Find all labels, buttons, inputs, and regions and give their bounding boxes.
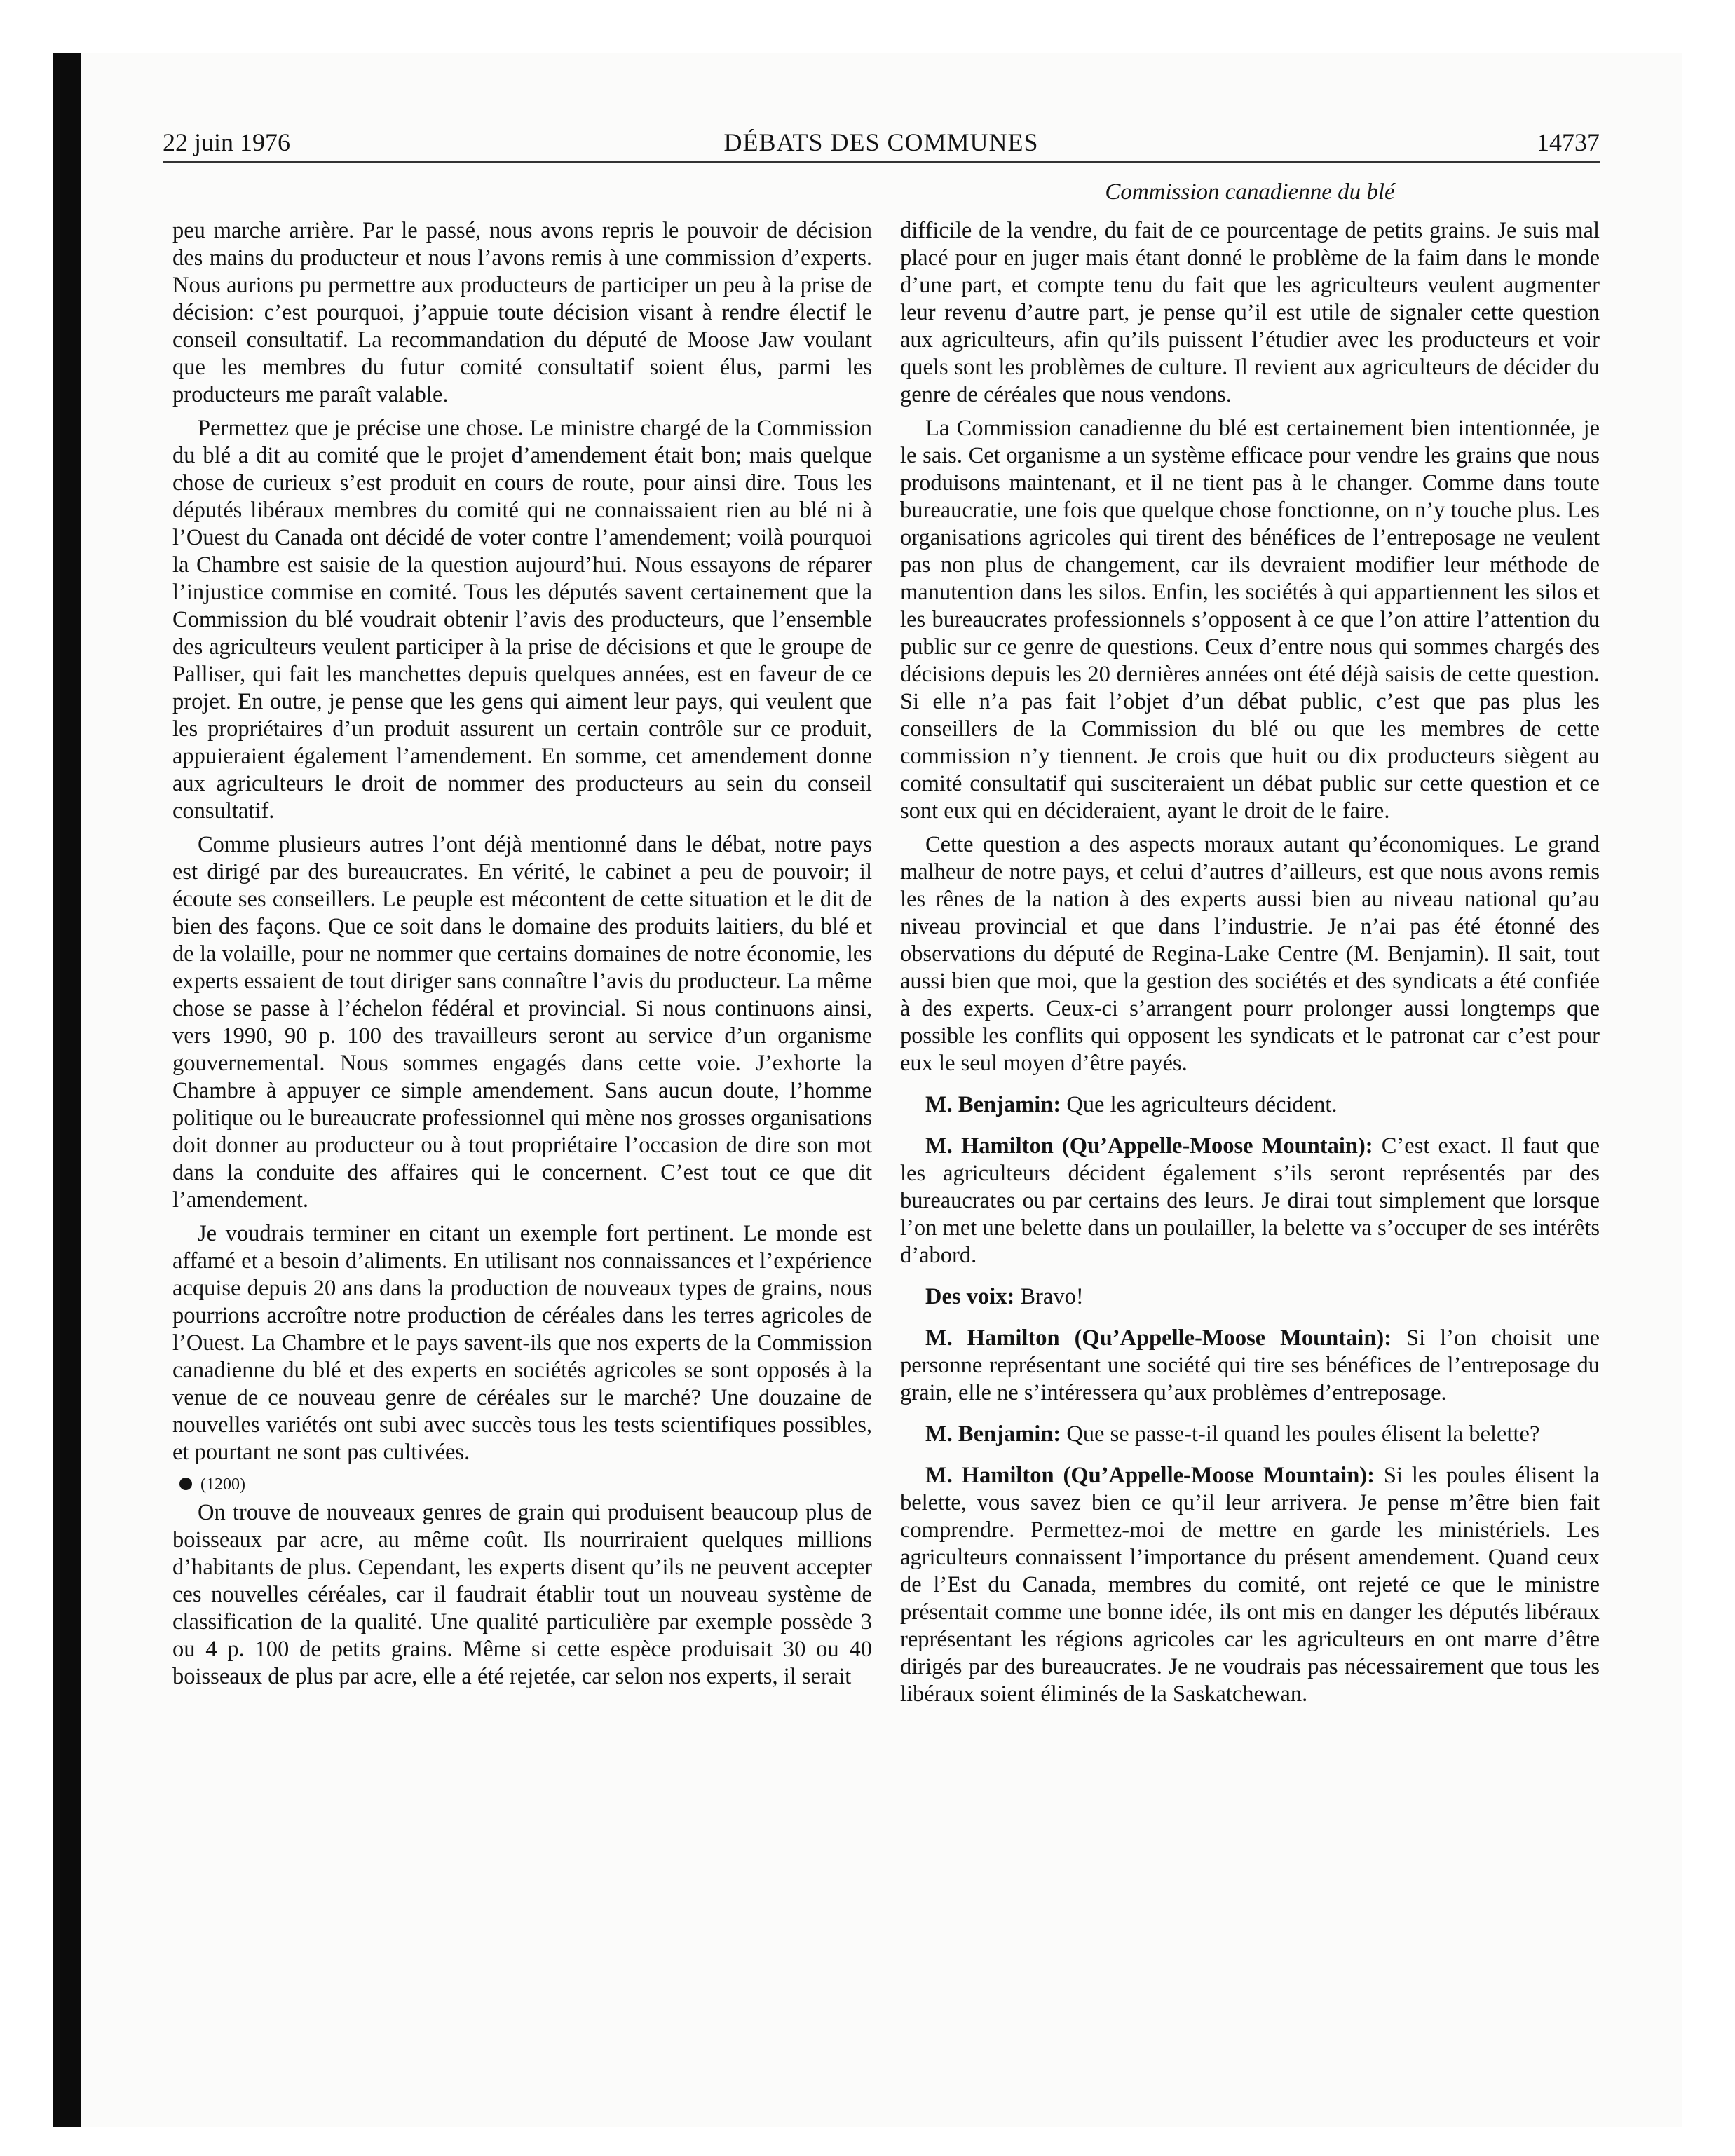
speech-text: Si les poules élisent la belette, vous savez bien ce qu’il leur arrivera. Je pense m’être bien fait comprendre. Permettez-moi de mettre en garde les ministériels. Les agriculteurs connaissent l’importance du présent amendement. Quand ceux de l’Est du Canada, membres du comité, ont rejeté ce que le ministre présentait comme une bonne idée, ils ont mis en danger les députés libéraux représentant les régions agricoles car les agriculteurs en ont marre d’être dirigés par des bureaucrates. Je ne voudrais pas nécessairement que tous les libéraux soient éliminés de la Saskatchewan. xyxy=(900,1463,1600,1707)
scan-edge xyxy=(53,53,81,2127)
speaker-name: M. Benjamin: xyxy=(925,1421,1061,1447)
time-marker-text: (1200) xyxy=(200,1475,245,1494)
paragraph: Comme plusieurs autres l’ont déjà mentionné dans le débat, notre pays est dirigé par des bureaucrates. En vérité, le cabinet a peu de pouvoir; il écoute ses conseillers. Le peuple est mécontent de cette situation et le dit de bien des façons. Que ce soit dans le domaine des produits laitiers, du blé et de la volaille, pour ne nommer que certains domaines de notre économie, les experts essaient de tout diriger sans connaître l’avis du producteur. La même chose se passe à l’échelon fédéral et provincial. Si nous continuons ainsi, vers 1990, 90 p. 100 des travailleurs seront au service d’un organisme gouvernemental. Nous sommes engagés dans cette voie. J’exhorte la Chambre à appuyer ce simple amendement. Sans aucun doute, l’homme politique ou le bureaucrate professionnel qui mène nos grosses organisations doit donner au producteur ou à tout propriétaire l’occasion de dire son mot dans la conduite des affaires qui le concernent. C’est tout ce que dit l’amendement. xyxy=(172,832,872,1213)
paragraph: Cette question a des aspects moraux autant qu’économiques. Le grand malheur de notre pays, et celui d’autres d’ailleurs, est que nous avons remis les rênes de la nation à des experts aussi bien au niveau national qu’au niveau provincial et que dans l’industrie. Je n’ai pas été étonné des observations du député de Regina-Lake Centre (M. Benjamin). Il sait, tout aussi bien que moi, que la gestion des sociétés et des syndicats a été confiée à des experts. Ceux-ci s’arrangent pourr prolonger aussi longtemps que possible les conflits qui opposent les syndicats et le patronat car c’est pour eux le seul moyen d’être payés. xyxy=(900,832,1600,1076)
speech-text: Que les agriculteurs décident. xyxy=(1061,1092,1338,1117)
right-column xyxy=(900,217,1600,1714)
speech-text: Si l’on choisit une personne représentant une société qui tire ses bénéfices de l’entreposage du grain, elle ne s’intéressera qu’aux problèmes d’entreposage. xyxy=(900,1325,1600,1405)
speech-text: Bravo! xyxy=(1014,1284,1084,1309)
paragraph: Permettez que je précise une chose. Le ministre chargé de la Commission du blé a dit au comité que le projet d’amendement était bon; mais quelque chose de curieux s’est produit en cours de route, pour ainsi dire. Tous les députés libéraux membres du comité qui ne connaissaient rien au blé ni à l’Ouest du Canada ont décidé de voter contre l’amendement; voilà pourquoi la Chambre est saisie de la question aujourd’hui. Nous essayons de réparer l’injustice commise en comité. Tous les députés savent certainement que la Commission du blé voudrait obtenir l’avis des producteurs, que l’ensemble des agriculteurs veulent participer à la prise de décisions et que le groupe de Palliser, qui fait les manchettes depuis quelques années, est en faveur de ce projet. En outre, je pense que les gens qui aiment leur pays, qui veulent que les propriétaires d’un produit assurent un certain contrôle sur ce produit, appuieraient également l’amendement. En somme, cet amendement donne aux agriculteurs le droit de nommer des producteurs au sein du conseil consultatif. xyxy=(172,416,872,824)
left-column xyxy=(172,217,872,1697)
speaker-name: M. Hamilton (Qu’Appelle-Moose Mountain): xyxy=(925,1463,1375,1488)
speaker-name: M. Benjamin: xyxy=(925,1092,1061,1117)
speech-text: C’est exact. Il faut que les agriculteurs décident également s’ils seront représentés par des bureaucrates ou par certains des leurs. Je dirai tout simplement que lorsque l’on met une belette dans un poulailler, la belette va s’occuper de ses intérêts d’abord. xyxy=(900,1133,1600,1268)
speech xyxy=(900,1325,1600,1407)
speech-text: Que se passe-t-il quand les poules élisent la belette? xyxy=(1061,1421,1540,1447)
header-title: DÉBATS DES COMMUNES xyxy=(723,128,1039,156)
running-header xyxy=(163,125,1600,163)
speech xyxy=(900,1421,1600,1448)
paragraph: difficile de la vendre, du fait de ce pourcentage de petits grains. Je suis mal placé pour en juger mais étant donné le problème de la faim dans le monde d’une part, et compte tenu du fait que les agriculteurs veulent augmenter leur revenu d’autre part, je pense qu’il est utile de signaler cette question aux agriculteurs, afin qu’ils puissent l’étudier avec les producteurs et voir quels sont les problèmes de culture. Il revient aux agriculteurs de décider du genre de céréales que nous vendons. xyxy=(900,218,1600,407)
paragraph: On trouve de nouveaux genres de grain qui produisent beaucoup plus de boisseaux par acre, au même coût. Ils nourriraient quelques millions d’habitants de plus. Cependant, les experts disent qu’ils ne peuvent accepter ces nouvelles céréales, car il faudrait établir tout un nouveau système de classification de la qualité. Une qualité particulière par exemple possède 3 ou 4 p. 100 de petits grains. Même si cette espèce produisait 30 ou 40 boisseaux de plus par acre, elle a été rejetée, car selon nos experts, il serait xyxy=(172,1500,872,1689)
header-date: 22 juin 1976 xyxy=(163,128,291,156)
speech xyxy=(900,1091,1600,1119)
paragraph: peu marche arrière. Par le passé, nous avons repris le pouvoir de décision des mains du producteur et nous l’avons remis à une commission d’experts. Nous aurions pu permettre aux producteurs de participer un peu à la prise de décision: c’est pourquoi, j’appuie toute décision visant à rendre électif le conseil consultatif. La recommandation du député de Moose Jaw voulant que les membres du futur comité consultatif soient élus, parmi les producteurs me paraît valable. xyxy=(172,218,872,407)
speech xyxy=(900,1462,1600,1708)
header-page-number: 14737 xyxy=(1537,128,1600,156)
speech xyxy=(900,1283,1600,1311)
speaker-name: M. Hamilton (Qu’Appelle-Moose Mountain): xyxy=(925,1325,1392,1351)
paragraph: La Commission canadienne du blé est certainement bien intentionnée, je le sais. Cet organisme a un système efficace pour vendre les grains que nous produisons maintenant, et il ne tient pas à le changer. Comme dans toute bureaucratie, une fois que quelque chose fonctionne, on n’y touche plus. Les organisations agricoles qui tirent des bénéfices de l’entreposage ne veulent pas non plus de changement, car ils devraient modifier leur méthode de manutention dans les silos. Enfin, les sociétés à qui appartiennent les silos et les bureaucrates professionnels s’opposent à ce que l’on attire l’attention du public sur ce genre de questions. Ceux d’entre nous qui sommes chargés des décisions depuis les 20 dernières années ont été déjà saisis de cette question. Si elle n’a pas fait l’objet d’un débat public, c’est que pas plus les conseillers de la Commission du blé ou que les membres de cette commission n’y tiennent. Je crois que huit ou dix producteurs siègent au comité consultatif qui susciteraient un débat public sur cette question et ce sont eux qui en décideraient, ayant le droit de le faire. xyxy=(900,416,1600,824)
time-marker xyxy=(179,1473,872,1496)
bullet-icon xyxy=(179,1478,192,1490)
speaker-name: Des voix: xyxy=(925,1284,1015,1309)
speaker-name: M. Hamilton (Qu’Appelle-Moose Mountain): xyxy=(925,1133,1373,1159)
subject-heading: Commission canadienne du blé xyxy=(1105,179,1395,205)
paragraph: Je voudrais terminer en citant un exemple fort pertinent. Le monde est affamé et a besoin d’aliments. En utilisant nos connaissances et l’expérience acquise depuis 20 ans dans la production de nouveaux types de grains, nous pourrions accroître notre production de céréales dans les terres agricoles de l’Ouest. La Chambre et le pays savent-ils que nos experts de la Commission canadienne du blé et des experts en sociétés agricoles se sont opposés à la venue de ce nouveau genre de céréales sur le marché? Une douzaine de nouvelles variétés ont subi avec succès tous les tests scientifiques possibles, et pourtant ne sont pas cultivées. xyxy=(172,1221,872,1465)
speech xyxy=(900,1133,1600,1269)
